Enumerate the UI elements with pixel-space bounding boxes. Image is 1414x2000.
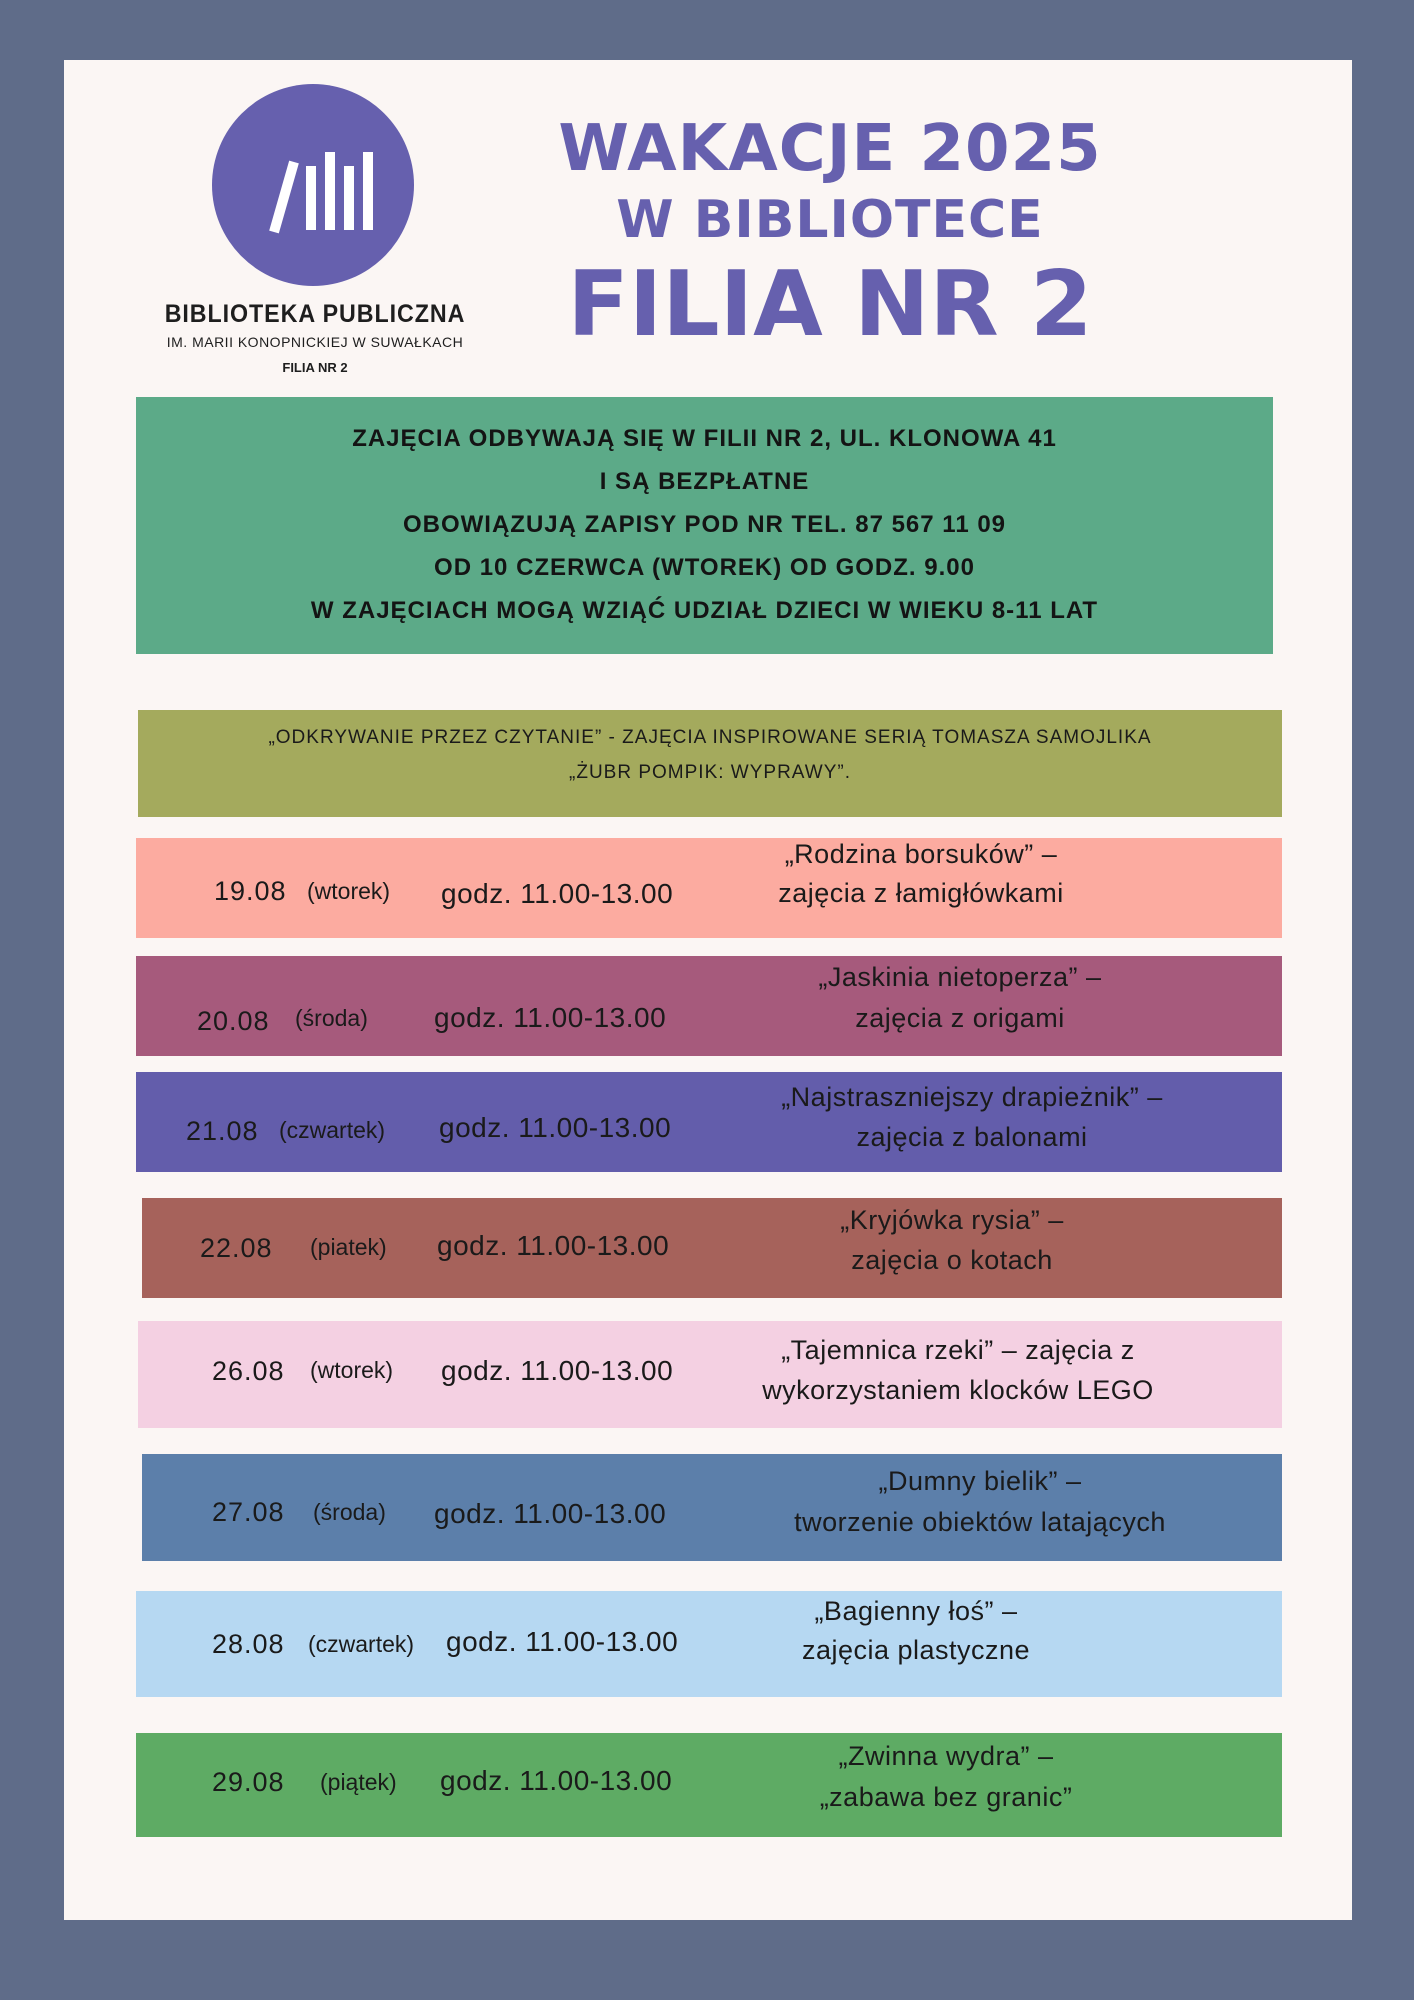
row-activity-title: „Najstraszniejszy drapieżnik” – bbox=[781, 1082, 1163, 1112]
library-branch: FILIA NR 2 bbox=[282, 360, 348, 375]
row-weekday: (wtorek) bbox=[310, 1357, 394, 1383]
row-activity-title: „Dumny bielik” – bbox=[878, 1466, 1082, 1496]
bookshelf-icon bbox=[212, 84, 414, 286]
info-line: OBOWIĄZUJĄ ZAPISY POD NR TEL. 87 567 11 09 bbox=[402, 511, 1007, 538]
row-activity-desc: wykorzystaniem klocków LEGO bbox=[762, 1375, 1154, 1405]
row-weekday: (czwartek) bbox=[308, 1631, 415, 1657]
schedule-row bbox=[136, 956, 1282, 1056]
row-activity-desc: zajęcia z łamigłówkami bbox=[778, 878, 1064, 908]
row-activity-title: „Bagienny łoś” – bbox=[814, 1596, 1018, 1626]
row-time: godz. 11.00-13.00 bbox=[440, 1765, 673, 1796]
library-name: BIBLIOTEKA PUBLICZNA bbox=[164, 300, 466, 328]
row-weekday: (wtorek) bbox=[307, 878, 391, 904]
row-activity-desc: „zabawa bez granic” bbox=[819, 1782, 1073, 1812]
info-line: OD 10 CZERWCA (WTOREK) OD GODZ. 9.00 bbox=[434, 554, 975, 581]
info-line: I SĄ BEZPŁATNE bbox=[599, 468, 810, 495]
row-weekday: (piątek) bbox=[320, 1769, 397, 1795]
row-activity-title: „Jaskinia nietoperza” – bbox=[818, 962, 1102, 992]
row-time: godz. 11.00-13.00 bbox=[441, 878, 674, 909]
row-time: godz. 11.00-13.00 bbox=[434, 1498, 667, 1529]
row-date: 29.08 bbox=[212, 1767, 285, 1797]
row-activity-desc: zajęcia z origami bbox=[855, 1003, 1065, 1033]
schedule-row bbox=[142, 1454, 1282, 1561]
row-weekday: (czwartek) bbox=[279, 1117, 386, 1143]
row-activity-title: „Kryjówka rysia” – bbox=[840, 1205, 1064, 1235]
schedule-row bbox=[138, 1321, 1282, 1428]
schedule-row bbox=[136, 838, 1282, 938]
row-activity-title: „Zwinna wydra” – bbox=[838, 1741, 1054, 1771]
program-intro-box bbox=[138, 710, 1282, 817]
schedule-row bbox=[136, 1072, 1282, 1172]
library-patron: IM. MARII KONOPNICKIEJ W SUWAŁKACH bbox=[166, 334, 464, 350]
row-date: 26.08 bbox=[212, 1356, 285, 1386]
info-line: W ZAJĘCIACH MOGĄ WZIĄĆ UDZIAŁ DZIECI W WIEKU 8-11 LAT bbox=[310, 597, 1099, 624]
info-box bbox=[136, 397, 1273, 654]
row-weekday: (środa) bbox=[313, 1499, 386, 1525]
row-weekday: (środa) bbox=[295, 1005, 368, 1031]
row-activity-title: „Rodzina borsuków” – bbox=[784, 839, 1058, 869]
intro-line: „ŻUBR POMPIK: WYPRAWY”. bbox=[569, 762, 851, 783]
row-date: 22.08 bbox=[200, 1233, 273, 1263]
page-title: WAKACJE 2025 bbox=[558, 112, 1102, 186]
row-date: 28.08 bbox=[212, 1629, 285, 1659]
row-date: 20.08 bbox=[197, 1006, 270, 1036]
schedule-row bbox=[142, 1198, 1282, 1298]
row-activity-desc: zajęcia z balonami bbox=[856, 1122, 1088, 1152]
row-activity-desc: zajęcia plastyczne bbox=[801, 1635, 1031, 1665]
row-time: godz. 11.00-13.00 bbox=[446, 1626, 679, 1657]
row-time: godz. 11.00-13.00 bbox=[441, 1355, 674, 1386]
row-time: godz. 11.00-13.00 bbox=[434, 1002, 667, 1033]
row-date: 21.08 bbox=[186, 1116, 259, 1146]
row-activity-title: „Tajemnica rzeki” – zajęcia z bbox=[781, 1335, 1135, 1365]
row-activity-desc: zajęcia o kotach bbox=[851, 1245, 1053, 1275]
schedule-row bbox=[136, 1591, 1282, 1697]
intro-line: „ODKRYWANIE PRZEZ CZYTANIE” - ZAJĘCIA INSPIROWANE SERIĄ TOMASZA SAMOJLIKA bbox=[268, 727, 1152, 748]
row-activity-desc: tworzenie obiektów latających bbox=[794, 1507, 1166, 1537]
branch-title: FILIA NR 2 bbox=[567, 252, 1093, 357]
schedule-row bbox=[136, 1733, 1282, 1837]
row-time: godz. 11.00-13.00 bbox=[437, 1230, 670, 1261]
row-time: godz. 11.00-13.00 bbox=[439, 1112, 672, 1143]
row-date: 27.08 bbox=[212, 1497, 285, 1527]
page-subtitle: W BIBLIOTECE bbox=[616, 190, 1044, 250]
library-logo bbox=[212, 84, 414, 286]
row-weekday: (piatek) bbox=[310, 1234, 387, 1260]
row-date: 19.08 bbox=[214, 876, 287, 906]
info-line: ZAJĘCIA ODBYWAJĄ SIĘ W FILII NR 2, UL. KLONOWA 41 bbox=[352, 425, 1057, 452]
